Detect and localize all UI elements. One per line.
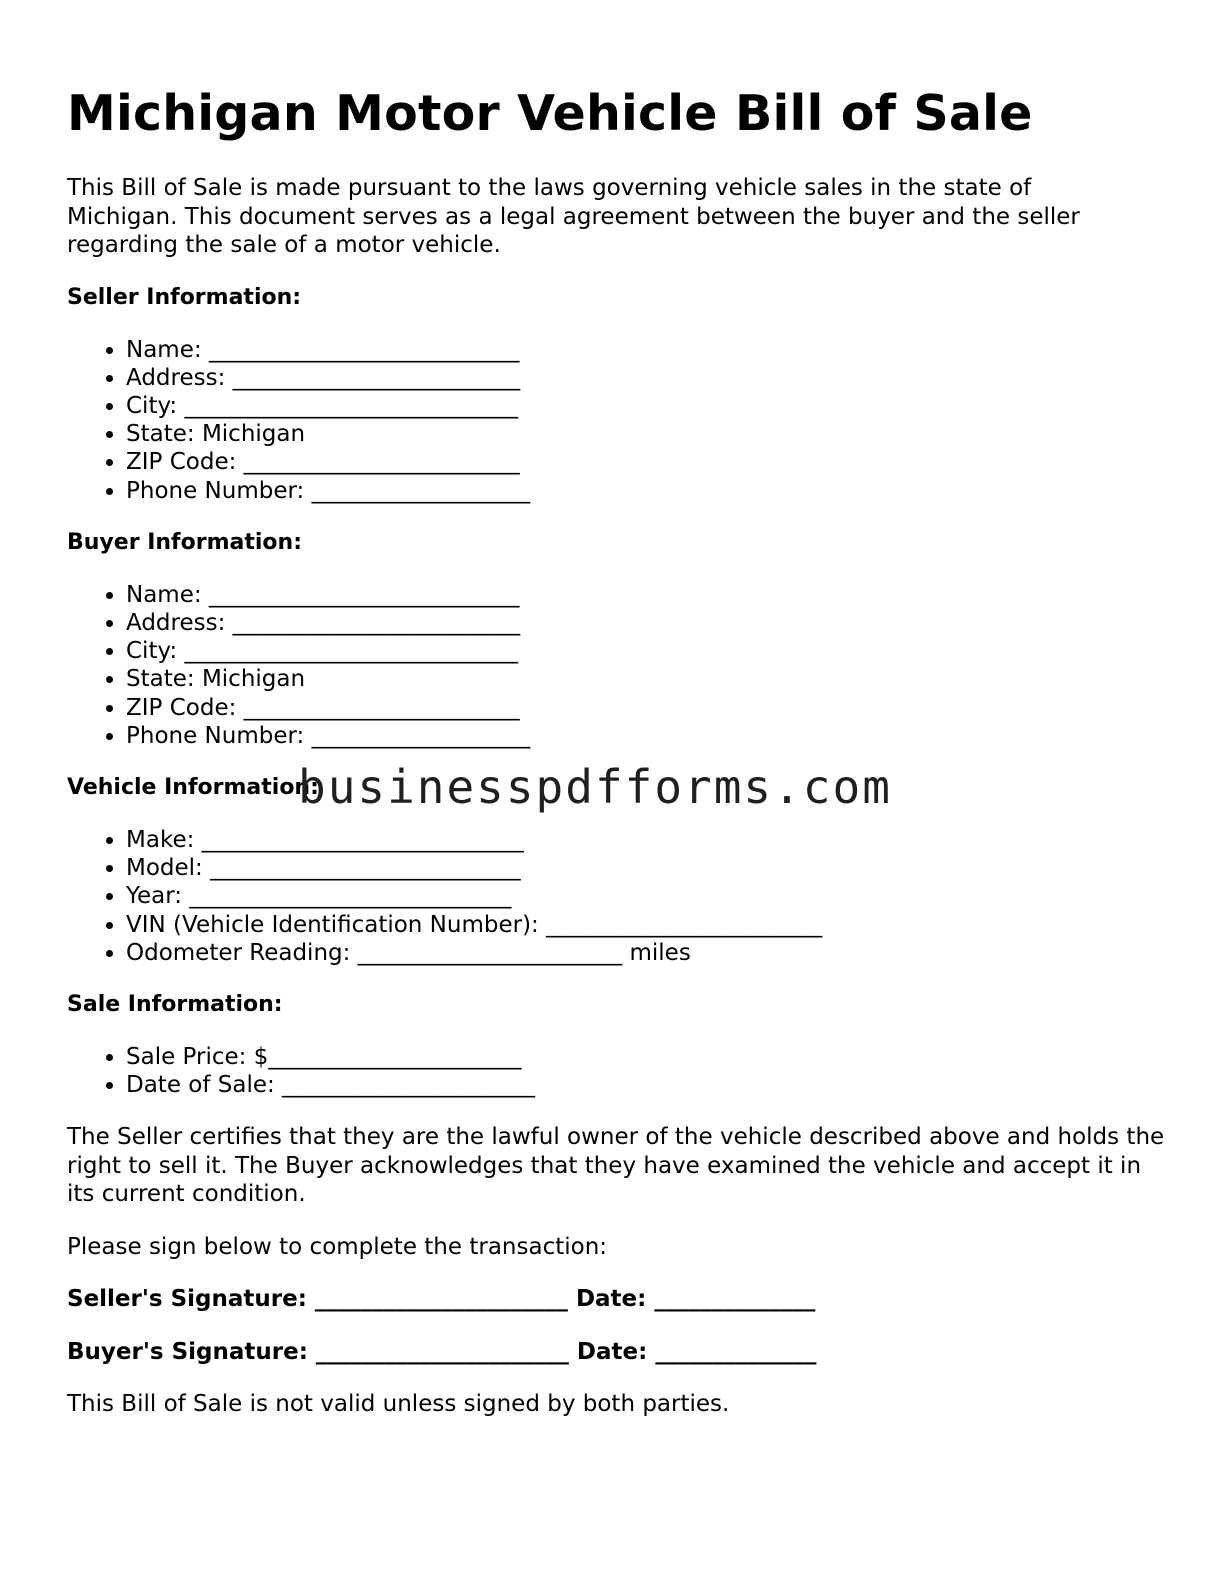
seller-address-field[interactable]: • Address: _________________________ [126, 364, 1167, 392]
seller-info-list [67, 336, 1167, 505]
sale-price-field[interactable]: • Sale Price: $______________________ [126, 1043, 1167, 1071]
buyer-state-field: • State: Michigan [126, 665, 1167, 693]
validity-note: This Bill of Sale is not valid unless signed by both parties. [67, 1391, 730, 1418]
seller-zip-field[interactable]: • ZIP Code: ________________________ [126, 448, 1167, 476]
sign-prompt: Please sign below to complete the transaction: [67, 1233, 608, 1260]
seller-info-heading: Seller Information: [67, 284, 302, 310]
vehicle-vin-field[interactable]: • VIN (Vehicle Identification Number): ________________________ [126, 911, 1167, 939]
vehicle-model-field[interactable]: • Model: ___________________________ [126, 854, 1167, 882]
vehicle-info-list [67, 826, 1167, 967]
vehicle-make-field[interactable]: • Make: ____________________________ [126, 826, 1167, 854]
seller-state-field: • State: Michigan [126, 420, 1167, 448]
intro-paragraph: This Bill of Sale is made pursuant to the laws governing vehicle sales in the state of Michigan. This document serves as a legal agreement between the buyer and the seller regarding the sale of a motor vehicle. [67, 175, 1080, 258]
seller-name-field[interactable]: • Name: ___________________________ [126, 336, 1167, 364]
sale-date-field[interactable]: • Date of Sale: ______________________ [126, 1071, 1167, 1099]
sale-info-heading: Sale Information: [67, 991, 283, 1017]
buyer-info-list [67, 581, 1167, 750]
seller-phone-field[interactable]: • Phone Number: ___________________ [126, 477, 1167, 505]
seller-city-field[interactable]: • City: _____________________________ [126, 392, 1167, 420]
buyer-phone-field[interactable]: • Phone Number: ___________________ [126, 722, 1167, 750]
buyer-city-field[interactable]: • City: _____________________________ [126, 637, 1167, 665]
buyer-zip-field[interactable]: • ZIP Code: ________________________ [126, 694, 1167, 722]
vehicle-info-heading: Vehicle Information: [67, 774, 319, 800]
document-page [67, 84, 1167, 1419]
certification-paragraph: The Seller certifies that they are the lawful owner of the vehicle described above and holds the right to sell it. The Buyer acknowledges that they have examined the vehicle and accept it in its current condition. [67, 1124, 1165, 1208]
buyer-signature-line[interactable]: Buyer's Signature: ______________________ Date: ______________ [67, 1338, 817, 1365]
seller-signature-line[interactable]: Seller's Signature: ______________________ Date: ______________ [67, 1286, 816, 1313]
vehicle-year-field[interactable]: • Year: ____________________________ [126, 882, 1167, 910]
sale-info-list [67, 1043, 1167, 1099]
buyer-address-field[interactable]: • Address: _________________________ [126, 609, 1167, 637]
buyer-name-field[interactable]: • Name: ___________________________ [126, 581, 1167, 609]
watermark-text: businesspdfforms.com [298, 760, 892, 814]
document-title: Michigan Motor Vehicle Bill of Sale [67, 85, 1033, 142]
vehicle-odometer-field[interactable]: • Odometer Reading: _______________________ miles [126, 939, 1167, 967]
buyer-info-heading: Buyer Information: [67, 529, 302, 555]
